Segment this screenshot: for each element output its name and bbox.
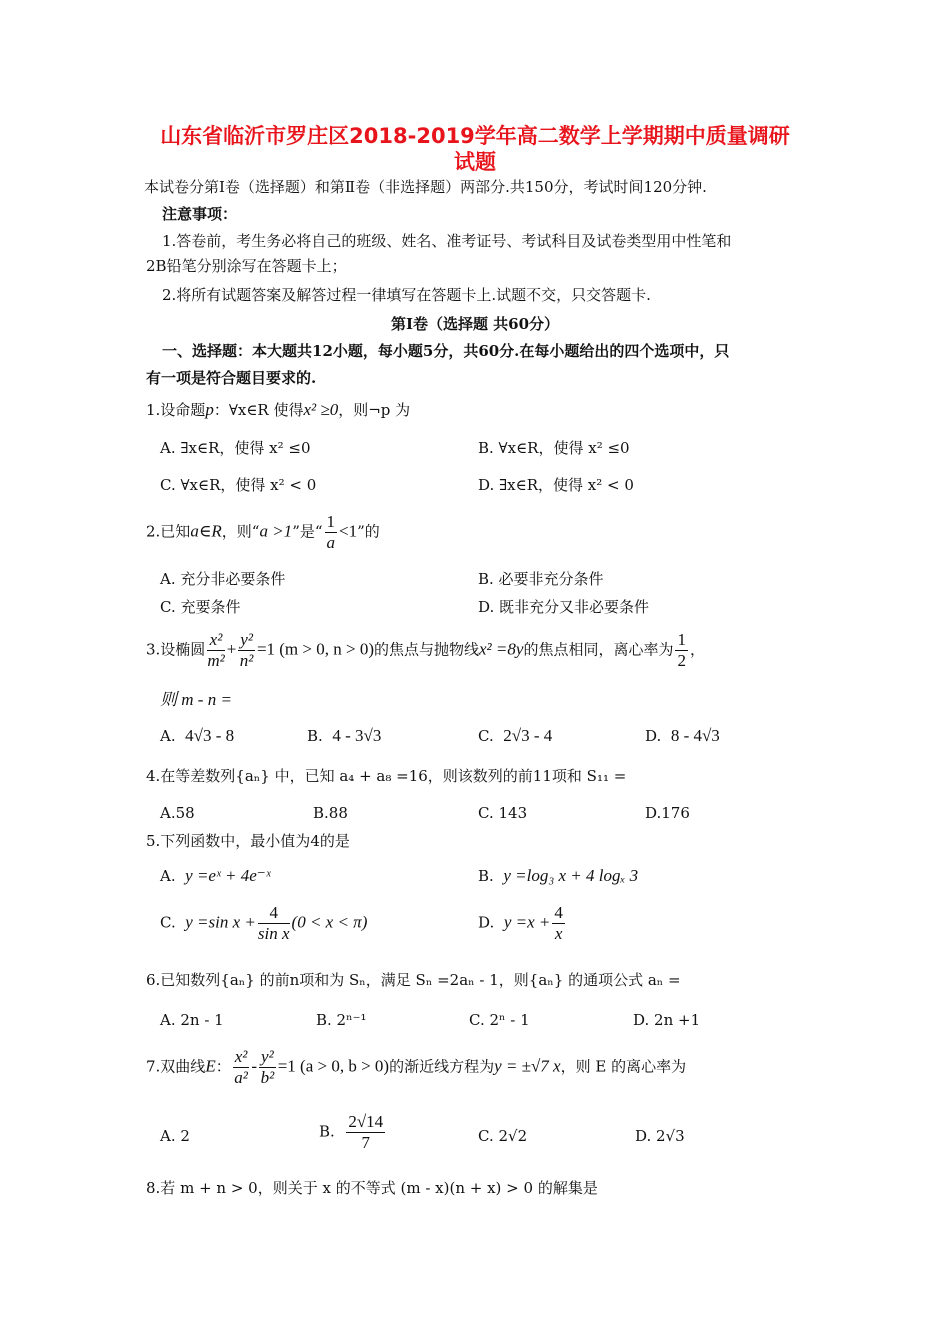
q1-ineq: x² ≥0	[303, 400, 339, 419]
q5-d-den: x	[554, 924, 563, 943]
q3-b-label: B.	[307, 727, 323, 745]
q5-a-label: A.	[160, 867, 176, 885]
q7-b-fraction	[346, 1112, 385, 1153]
q5-option-b	[478, 866, 638, 886]
q5-b-value: y =log₃ x + 4 logₓ 3	[503, 866, 639, 885]
question-6-stem: 6.已知数列{aₙ} 的前n项和为 Sₙ，满足 Sₙ =2aₙ - 1，则{aₙ} 的通项公式 aₙ =	[146, 971, 681, 989]
q7-b-den: 7	[361, 1133, 371, 1152]
q2-option-a: A. 充分非必要条件	[160, 570, 286, 588]
q7-b-num: 2√14	[348, 1112, 384, 1131]
q7-eq: =1 (a > 0, b > 0)	[277, 1056, 390, 1076]
q5-c-post: (0 < x < π)	[291, 912, 368, 932]
q7-f2-num: y²	[261, 1047, 274, 1066]
q3-a-label: A.	[160, 727, 176, 745]
q3-c-value: 2√3 - 4	[503, 726, 553, 745]
question-1-stem	[146, 400, 410, 420]
q2-mid2: ”是“	[292, 522, 323, 541]
q3-line2: 则 m - n =	[160, 690, 232, 709]
q2-stem-pre: 2.已知	[146, 522, 191, 541]
q3-e-den: 2	[677, 651, 686, 670]
q7-fraction-x	[233, 1047, 250, 1088]
q1-option-d: D. ∃x∈R，使得 x² < 0	[478, 476, 634, 494]
q7-E: E	[205, 1056, 216, 1076]
section-instructions-cont: 有一项是符合题目要求的.	[146, 369, 317, 387]
q5-c-label: C.	[160, 913, 176, 932]
notes-item-1-cont: 2B铅笔分别涂写在答题卡上；	[146, 257, 347, 275]
q1-stem-mid: ：∀x∈R 使得	[213, 401, 304, 419]
q7-fraction-y	[259, 1047, 276, 1088]
q5-c-pre: y =sin x +	[185, 912, 256, 932]
q5-c-num: 4	[258, 903, 290, 924]
q3-eq: =1 (m > 0, n > 0)	[256, 639, 374, 659]
section-instructions: 一、选择题：本大题共12小题，每小题5分，共60分.在每小题给出的四个选项中，只	[162, 342, 730, 360]
q2-frac-den: a	[326, 533, 336, 552]
q6-option-c: C. 2ⁿ - 1	[469, 1011, 530, 1029]
q1-stem-pre: 1.设命题	[146, 401, 206, 419]
q3-fraction-y	[238, 630, 255, 671]
q7-asymptote: y = ±√7 x	[494, 1056, 561, 1076]
q7-post: ，则 E 的离心率为	[560, 1057, 687, 1076]
q3-c-label: C.	[478, 727, 494, 745]
q4-option-b: B.88	[313, 804, 348, 822]
q7-f1-num: x²	[234, 1047, 248, 1066]
q3-f1-num: x²	[207, 630, 224, 651]
q2-tail: <1	[339, 521, 358, 541]
q5-option-c	[160, 903, 367, 944]
q2-mid1: ，则“	[221, 522, 260, 541]
question-4-stem: 4.在等差数列{aₙ} 中，已知 a₄ + a₈ =16，则该数列的前11项和 S₁₁ =	[146, 767, 627, 785]
q3-mid: 的焦点与抛物线	[374, 640, 480, 659]
question-3-stem	[146, 630, 705, 671]
q3-fraction-x	[207, 630, 224, 671]
q2-cond: a >1	[259, 521, 293, 541]
q1-p: p	[205, 400, 214, 419]
q2-fraction	[325, 512, 338, 553]
q5-c-fraction	[258, 903, 290, 944]
q6-option-a: A. 2n - 1	[160, 1011, 224, 1029]
q2-option-b: B. 必要非充分条件	[478, 570, 604, 588]
q5-option-d	[478, 903, 567, 944]
q5-option-a	[160, 866, 271, 886]
q1-option-b: B. ∀x∈R，使得 x² ≤0	[478, 439, 630, 457]
notes-item-1: 1.答卷前，考生务必将自己的班级、姓名、准考证号、考试科目及试卷类型用中性笔和	[162, 232, 732, 250]
exam-title-line2: 试题	[454, 150, 496, 174]
q3-stem-pre: 3.设椭圆	[146, 640, 206, 659]
question-7-stem	[146, 1047, 686, 1088]
q2-a: a∈R	[190, 521, 222, 541]
q7-option-a: A. 2	[160, 1127, 190, 1145]
q3-plus: +	[226, 639, 237, 659]
q5-d-num: 4	[554, 903, 563, 922]
notes-item-2: 2.将所有试题答案及解答过程一律填写在答题卡上.试题不交，只交答题卡.	[162, 286, 651, 304]
q7-colon: ：	[215, 1057, 231, 1076]
q3-option-b	[307, 726, 381, 746]
q7-option-c: C. 2√2	[478, 1127, 528, 1145]
q1-option-a: A. ∃x∈R，使得 x² ≤0	[160, 439, 311, 457]
q4-option-a: A.58	[160, 804, 195, 822]
q3-parabola: x² =8y	[479, 639, 524, 659]
q3-b-value: 4 - 3√3	[332, 726, 382, 745]
q3-e-num: 1	[677, 630, 686, 649]
q4-option-d: D.176	[645, 804, 690, 822]
q3-a-value: 4√3 - 8	[185, 726, 235, 745]
q3-mid2: 的焦点相同，离心率为	[523, 640, 674, 659]
exam-intro: 本试卷分第Ⅰ卷（选择题）和第Ⅱ卷（非选择题）两部分.共150分，考试时间120分钟.	[144, 178, 707, 196]
exam-title-line1: 山东省临沂市罗庄区2018-2019学年高二数学上学期期中质量调研	[160, 124, 790, 148]
q3-d-label: D.	[645, 727, 662, 745]
question-5-stem: 5.下列函数中，最小值为4的是	[146, 832, 350, 850]
q7-option-b	[319, 1112, 387, 1153]
q5-a-value: y =eˣ + 4e⁻ˣ	[185, 866, 271, 885]
q5-b-label: B.	[478, 867, 494, 885]
q1-option-c: C. ∀x∈R，使得 x² < 0	[160, 476, 317, 494]
q3-option-a	[160, 726, 234, 746]
q2-option-d: D. 既非充分又非必要条件	[478, 598, 650, 616]
q7-f1-den: a²	[234, 1068, 248, 1087]
q3-f2-den: n²	[239, 651, 254, 670]
q7-b-label: B.	[319, 1122, 335, 1141]
q5-d-fraction	[552, 903, 565, 944]
q1-stem-post: ，则¬p 为	[338, 401, 411, 419]
notes-heading: 注意事项：	[162, 205, 238, 223]
q5-c-den: sin x	[257, 924, 290, 943]
q7-option-d: D. 2√3	[635, 1127, 685, 1145]
q2-option-c: C. 充要条件	[160, 598, 241, 616]
q6-option-d: D. 2n +1	[633, 1011, 701, 1029]
q5-d-label: D.	[478, 913, 495, 932]
part1-heading: 第Ⅰ卷（选择题 共60分）	[390, 315, 560, 333]
q3-f2-num: y²	[240, 630, 253, 649]
q3-stem-line2	[160, 690, 232, 710]
q7-mid: 的渐近线方程为	[389, 1057, 495, 1076]
q3-option-d	[645, 726, 720, 746]
q5-d-pre: y =x +	[503, 912, 551, 932]
question-2-stem	[146, 512, 380, 553]
q7-stem-pre: 7.双曲线	[146, 1057, 206, 1076]
q3-option-c	[478, 726, 552, 746]
q7-f2-den: b²	[260, 1068, 275, 1087]
q3-d-value: 8 - 4√3	[670, 726, 720, 745]
q6-option-b: B. 2ⁿ⁻¹	[316, 1011, 367, 1029]
q2-post: ”的	[357, 522, 380, 541]
q3-eccentricity	[675, 630, 688, 671]
q3-comma: ，	[689, 640, 705, 659]
question-8-stem: 8.若 m + n > 0，则关于 x 的不等式 (m - x)(n + x) > 0 的解集是	[146, 1179, 598, 1197]
q7-minus: -	[251, 1056, 258, 1076]
q2-frac-num: 1	[326, 512, 336, 531]
q3-f1-den: m²	[207, 651, 225, 670]
q4-option-c: C. 143	[478, 804, 528, 822]
